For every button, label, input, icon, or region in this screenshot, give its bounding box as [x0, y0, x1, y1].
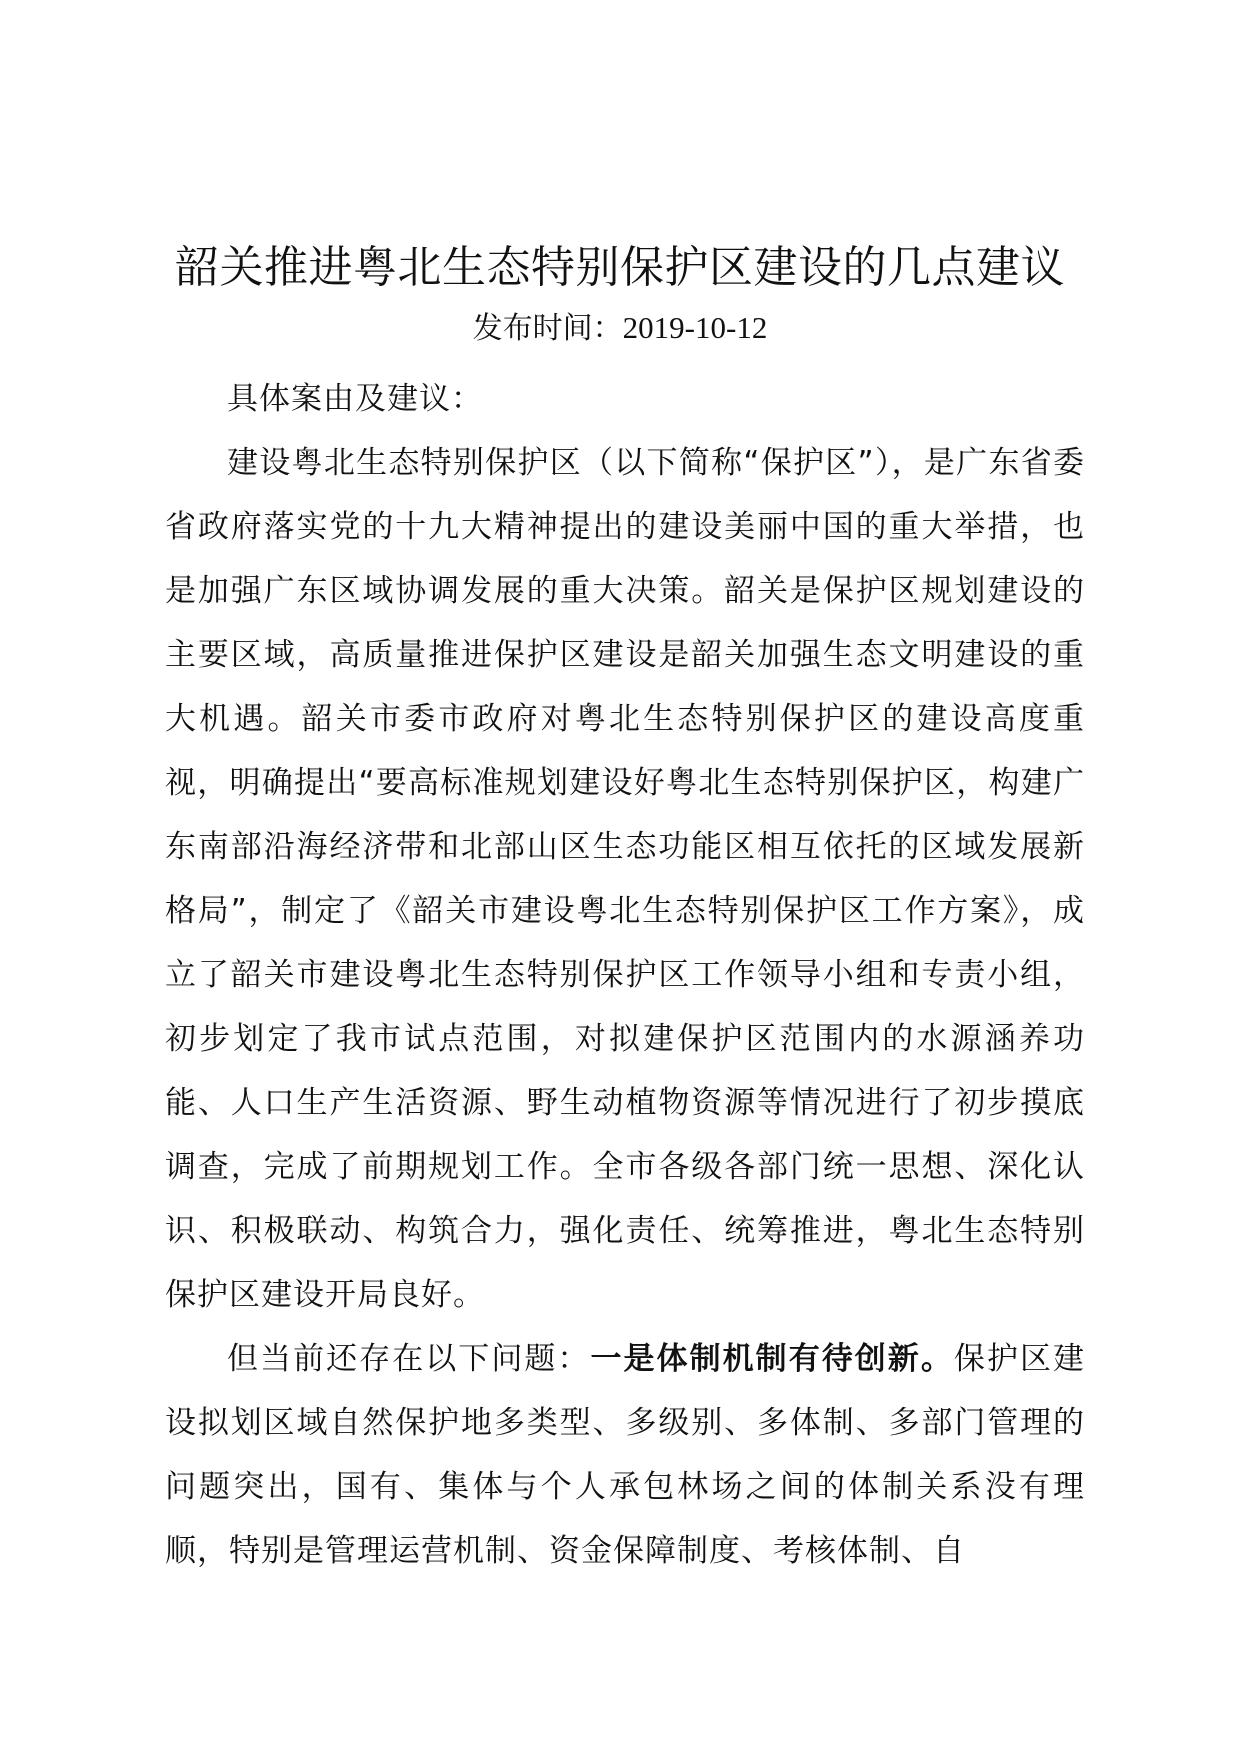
document-body: [165, 367, 1085, 1583]
publish-date-label: 发布时间：: [472, 311, 623, 346]
paragraph-problems-intro: 但当前还存在以下问题：: [227, 1341, 591, 1377]
paragraph-problems: [165, 1327, 1085, 1583]
paragraph-problems-text: 保护区建设拟划区域自然保护地多类型、多级别、多体制、多部门管理的问题突出，国有、集体与个人承包林场之间的体制关系没有理顺，特别是管理运营机制、资金保障制度、考核体制、自: [165, 1341, 1086, 1569]
publish-date-value: 2019-10-12: [622, 310, 768, 345]
publish-date: [150, 306, 1090, 351]
problem-one-heading: 一是体制机制有待创新。: [590, 1341, 954, 1377]
document-title: 韶关推进粤北生态特别保护区建设的几点建议: [175, 242, 1065, 293]
paragraph-background: 建设粤北生态特别保护区（以下简称“保护区”），是广东省委省政府落实党的十九大精神提出的建设美丽中国的重大举措，也是加强广东区域协调发展的重大决策。韶关是保护区规划建设的主要区域，高质量推进保护区建设是韶关加强生态文明建设的重大机遇。韶关市委市政府对粤北生态特别保护区的建设高度重视，明确提出“要高标准规划建设好粤北生态特别保护区，构建广东南部沿海经济带和北部山区生态功能区相互依托的区域发展新格局”，制定了《韶关市建设粤北生态特别保护区工作方案》，成立了韶关市建设粤北生态特别保护区工作领导小组和专责小组，初步划定了我市试点范围，对拟建保护区范围内的水源涵养功能、人口生产生活资源、野生动植物资源等情况进行了初步摸底调查，完成了前期规划工作。全市各级各部门统一思想、深化认识、积极联动、构筑合力，强化责任、统筹推进，粤北生态特别保护区建设开局良好。: [165, 445, 1085, 1313]
section-heading: 具体案由及建议：: [227, 381, 483, 417]
